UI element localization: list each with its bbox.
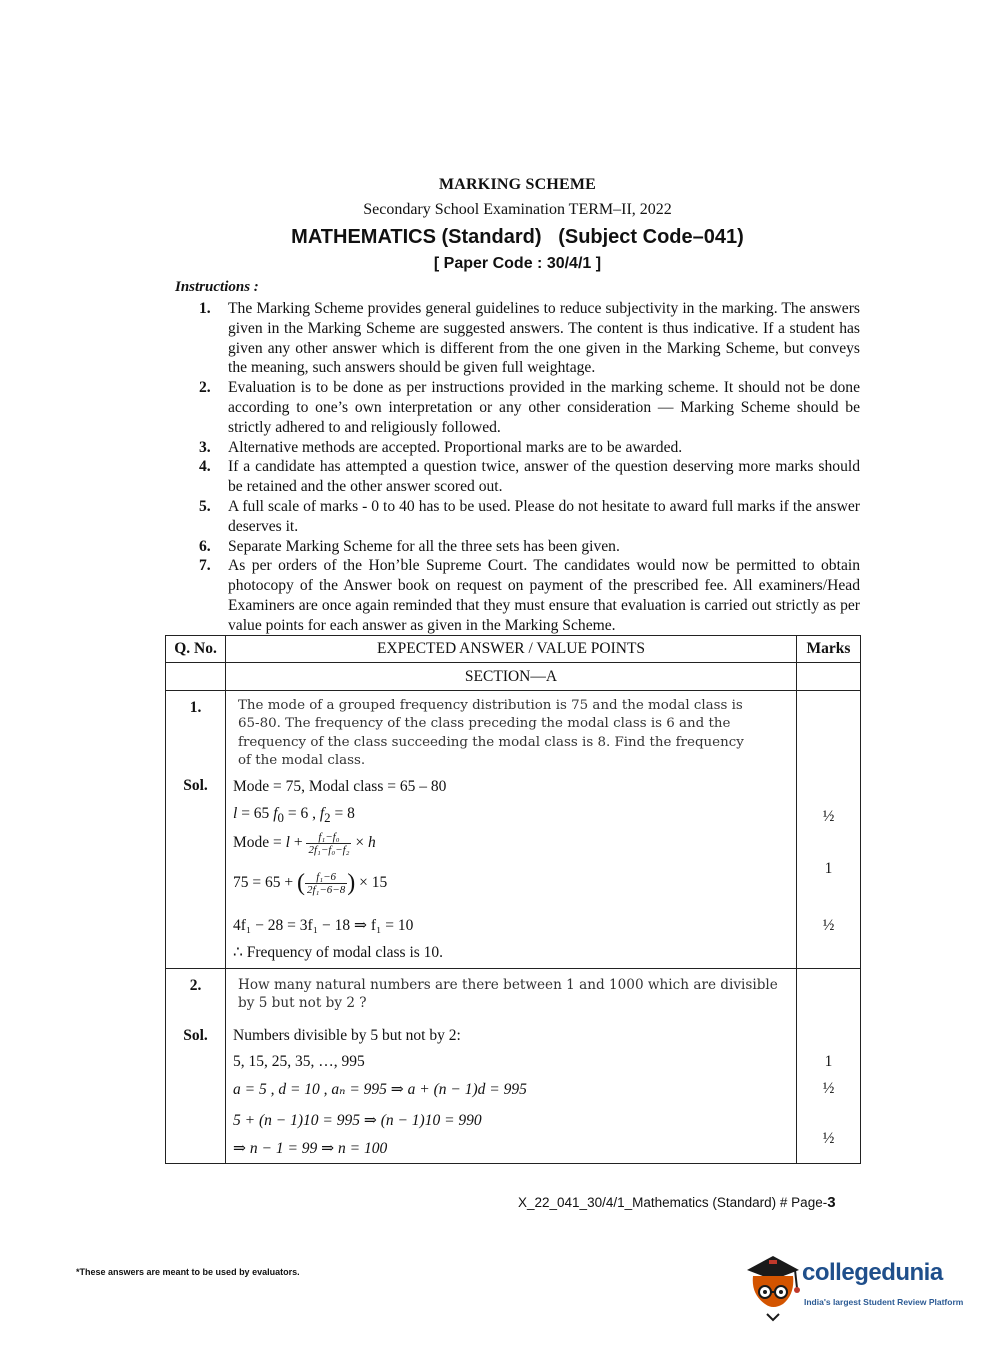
table-row <box>166 691 861 969</box>
mark-value: ½ <box>822 1130 835 1147</box>
paper-code: [ Paper Code : 30/4/1 ] <box>433 255 602 272</box>
page-footer: X_22_041_30/4/1_Mathematics (Standard) # Page-3 <box>518 1194 836 1211</box>
subject-title: MATHEMATICS (Standard) (Subject Code–041) <box>291 226 744 248</box>
col-header-marks: Marks <box>797 636 861 663</box>
mark-value: ½ <box>822 808 835 825</box>
solution-label: Sol. <box>183 1027 208 1044</box>
evaluator-note: *These answers are meant to be used by evaluators. <box>76 1267 300 1277</box>
mark-value: ½ <box>822 1080 835 1097</box>
solution-line: Numbers divisible by 5 but not by 2: <box>233 1027 461 1044</box>
instruction-item: 1. The Marking Scheme provides general guidelines to reduce subjectivity in the marking. The answers given in the Marking Scheme are suggested answers. The content is thus indicative. If a student has given any other answer which is different from the one given in the Marking Scheme, but conveys the meaning, such answers should be given full weightage. <box>199 300 860 377</box>
question-number: 2. <box>189 977 202 994</box>
section-row <box>166 663 861 691</box>
solution-label: Sol. <box>183 777 208 794</box>
question-text: How many natural numbers are there between 1 and 1000 which are divisible by 5 but not by 2 ? <box>238 977 778 1012</box>
doc-title: MARKING SCHEME <box>438 176 597 193</box>
substituted-formula: 75 = 65 + ( $\frac{\text{f₁−6}}{\text{2f₁−6−8}}$ ) × 15 <box>233 870 388 896</box>
solution-line: 5 + (n − 1)10 = 995 ⇒ (n − 1)10 = 990 <box>233 1112 482 1129</box>
solution-line: 5, 15, 25, 35, …, 995 <box>233 1053 365 1070</box>
instruction-item: 6. Separate Marking Scheme for all the three sets has been given. <box>199 537 620 555</box>
mark-value: ½ <box>822 917 835 934</box>
mark-value: 1 <box>824 1053 833 1070</box>
question-number: 1. <box>189 699 202 716</box>
question-text: The mode of a grouped frequency distribution is 75 and the modal class is 65-80. The frequency of the class preceding the modal class is 6 and the frequency of the class succeeding the modal class is 8. Find the frequency of the modal class. <box>238 698 744 768</box>
instruction-item: 7. As per orders of the Hon’ble Supreme Court. The candidates would now be permitted to obtain photocopy of the Answer book on request on payment of the prescribed fee. All examiners/Head Examiners are once again reminded that they must ensure that evaluation is carried out strictly as per value points for each answer as given in the Marking Scheme. <box>199 557 860 634</box>
solution-line: ⇒ n − 1 = 99 ⇒ n = 100 <box>233 1140 388 1157</box>
instruction-item: 4. If a candidate has attempted a question twice, answer of the question deserving more marks should be retained and the other answer scored out. <box>199 458 860 496</box>
instructions-list <box>199 299 860 636</box>
mascot-logo-icon <box>743 1250 805 1322</box>
mark-value: 1 <box>824 860 833 877</box>
instruction-item: 3. Alternative methods are accepted. Proportional marks are to be awarded. <box>199 438 683 456</box>
solution-line: l = 65 $f_0 = 6$ , $f_2 = 8$ <box>233 805 355 826</box>
solution-line: Mode = 75, Modal class = 65 – 80 <box>233 778 447 795</box>
brand-logo-text: collegedunia <box>802 1259 943 1286</box>
solution-line: 4f₁ − 28 = 3f₁ − 18 ⇒ f₁ = 10 <box>233 917 414 934</box>
col-header-qno: Q. No. <box>166 636 226 663</box>
exam-name: Secondary School Examination TERM–II, 2022 <box>363 201 672 218</box>
table-row <box>166 969 861 1164</box>
marking-table <box>165 635 861 1164</box>
solution-line: a = 5 , d = 10 , aₙ = 995 ⇒ a + (n − 1)d = 995 <box>233 1081 527 1098</box>
solution-line: ∴ Frequency of modal class is 10. <box>233 944 444 961</box>
table-header-row <box>166 636 861 663</box>
instruction-item: 5. A full scale of marks - 0 to 40 has to be used. Please do not hesitate to award full marks if the answer deserves it. <box>199 497 860 535</box>
section-title: SECTION—A <box>226 663 797 691</box>
instruction-item: 2. Evaluation is to be done as per instructions provided in the marking scheme. It should not be done according to one’s own interpretation or any other consideration — Marking Scheme should be strictly adhered to and religiously followed. <box>199 379 860 436</box>
mode-formula: Mode = l + $\frac{\text{f₁−f₀}}{\text{2f₁−f₀−f₂}}$ × h <box>233 831 376 856</box>
brand-tagline: India's largest Student Review Platform <box>804 1297 964 1307</box>
col-header-answer: EXPECTED ANSWER / VALUE POINTS <box>226 636 797 663</box>
instructions-title: Instructions : <box>175 279 259 295</box>
